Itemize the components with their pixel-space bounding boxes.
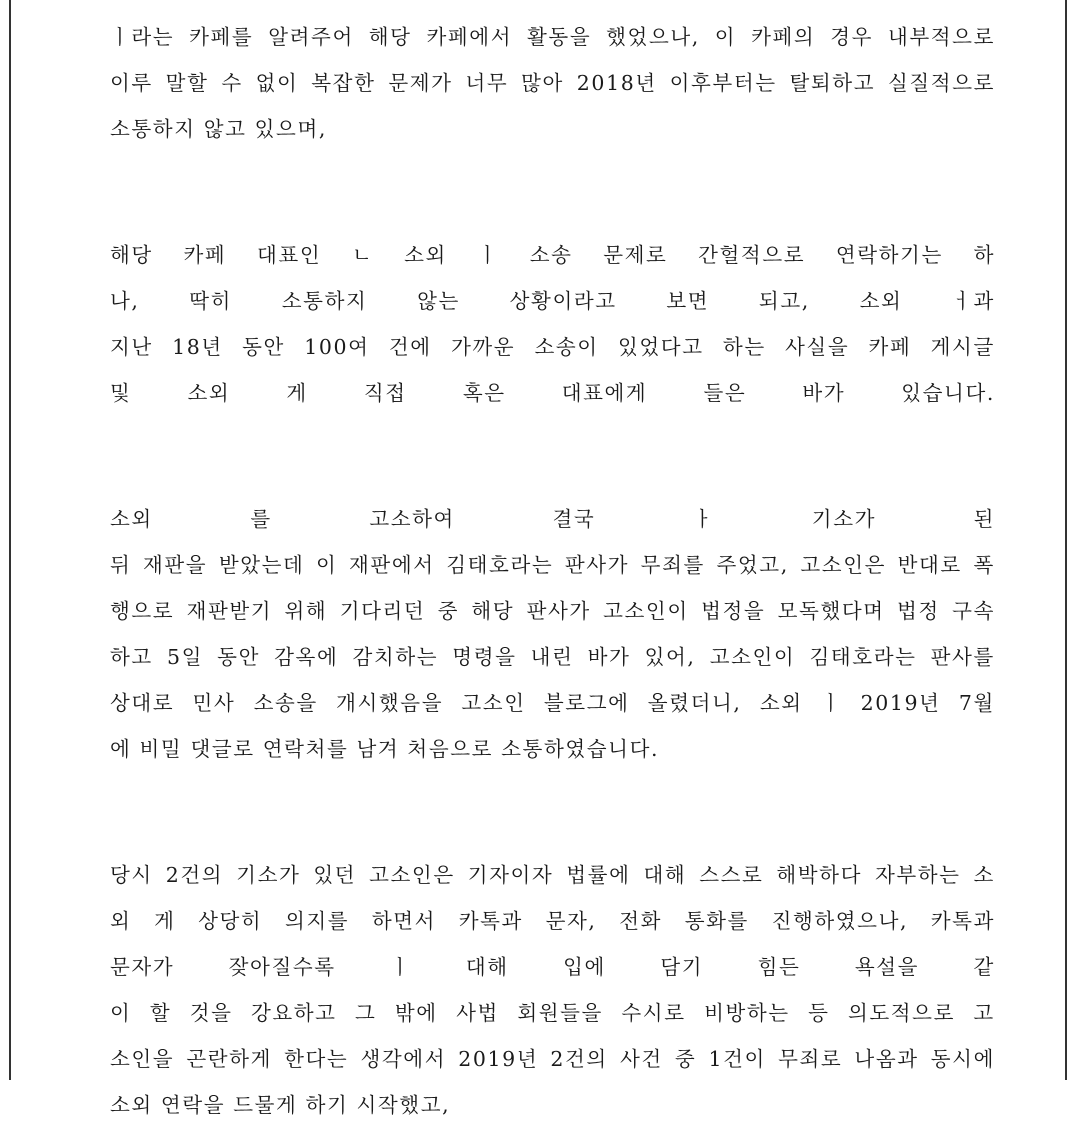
text-line: ㅣ라는 카페를 알려주어 해당 카페에서 활동을 했었으나, 이 카페의 경우 내부적으로 <box>110 25 995 49</box>
text-line: 소통하지 않고 있으며, <box>110 117 327 141</box>
text-line: 및 소외 게 직접 혹은 대표에게 들은 바가 있습니다. <box>110 381 995 405</box>
text-line: 소외 를 고소하여 결국 ㅏ 기소가 된 <box>110 507 995 531</box>
text-line: 이루 말할 수 없이 복잡한 문제가 너무 많아 2018년 이후부터는 탈퇴하고 실질적으로 <box>110 71 995 95</box>
text-line: 나, 딱히 소통하지 않는 상황이라고 보면 되고, 소외 ㅓ과 <box>110 289 995 313</box>
text-line: 이 할 것을 강요하고 그 밖에 사법 회원들을 수시로 비방하는 등 의도적으로 고 <box>110 1001 995 1025</box>
text-line: 소외 연락을 드물게 하기 시작했고, <box>110 1093 451 1117</box>
text-line: 뒤 재판을 받았는데 이 재판에서 김태호라는 판사가 무죄를 주었고, 고소인은 반대로 폭 <box>110 553 995 577</box>
text-line: 당시 2건의 기소가 있던 고소인은 기자이자 법률에 대해 스스로 해박하다 자부하는 소 <box>110 863 995 887</box>
text-line: 상대로 민사 소송을 개시했음을 고소인 블로그에 올렸더니, 소외 ㅣ 2019년 7월 <box>110 691 995 715</box>
text-line: 에 비밀 댓글로 연락처를 남겨 처음으로 소통하였습니다. <box>110 737 660 761</box>
text-line: 외 게 상당히 의지를 하면서 카톡과 문자, 전화 통화를 진행하였으나, 카톡과 <box>110 909 995 933</box>
paragraph-4 <box>110 852 995 1128</box>
paragraph-2 <box>110 232 995 416</box>
text-line: 지난 18년 동안 100여 건에 가까운 소송이 있었다고 하는 사실을 카페 게시글 <box>110 335 995 359</box>
text-line: 소인을 곤란하게 한다는 생각에서 2019년 2건의 사건 중 1건이 무죄로 나옴과 동시에 <box>110 1047 995 1071</box>
text-line: 해당 카페 대표인 ㄴ 소외 ㅣ 소송 문제로 간헐적으로 연락하기는 하 <box>110 243 995 267</box>
text-line: 행으로 재판받기 위해 기다리던 중 해당 판사가 고소인이 법정을 모독했다며 법정 구속 <box>110 599 995 623</box>
paragraph-3 <box>110 496 995 772</box>
paragraph-1 <box>110 14 995 152</box>
text-line: 문자가 잦아질수록 ㅣ 대해 입에 담기 힘든 욕설을 같 <box>110 955 995 979</box>
document-body <box>110 14 995 1128</box>
text-line: 하고 5일 동안 감옥에 감치하는 명령을 내린 바가 있어, 고소인이 김태호라는 판사를 <box>110 645 995 669</box>
